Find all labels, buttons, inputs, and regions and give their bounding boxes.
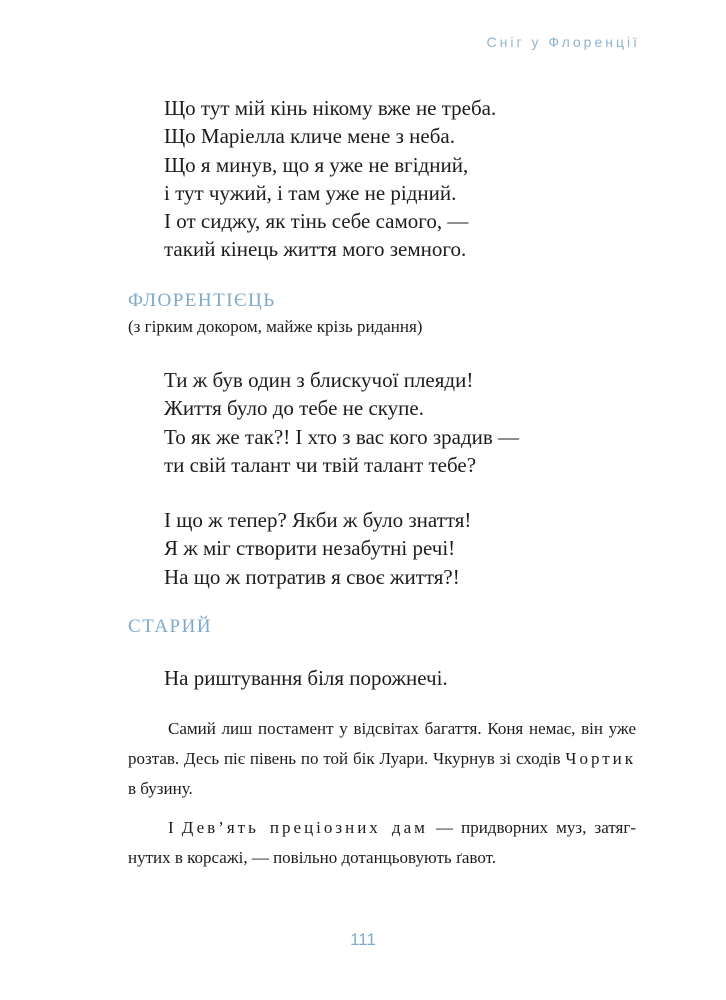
page-number: 111 [350,930,376,949]
verse-line: На риштування біля порожнечі. [164,666,448,690]
verse-line: І от сиджу, як тінь себе самого, — [164,209,469,234]
verse-line: Ти ж був один з блискучої плеяди! [164,368,474,392]
prose-text: — придворних муз, затягнутих в корсажі, — повільно дотанцьовують ґавот. [128,818,636,867]
speaker-name-florentine: ФЛОРЕНТІЄЦЬ [128,290,276,311]
stanza-4 [164,664,448,692]
verse-line: І що ж тепер? Якби ж було знаття! [164,508,472,532]
prose-block [128,714,636,873]
speaker-name-old-man: СТАРИЙ [128,616,213,637]
verse-line: На що ж потратив я своє життя?! [164,564,460,589]
stage-direction: (з гірким докором, майже крізь ридання) [128,317,423,336]
spaced-name: Дев’ять преціозних дам [181,818,428,837]
stanza-1 [164,94,496,264]
spaced-name: Чортик [565,749,637,768]
verse-line: Що я минув, що я уже не вгідний, [164,152,469,177]
verse-line: Що тут мій кінь нікому вже не треба. [164,96,497,120]
prose-text: в бузину. [128,779,193,798]
verse-line: Я ж міг створити незабутні речі! [164,536,456,561]
stanza-3 [164,506,471,591]
verse-line: ти свій талант чи твій талант тебе? [164,452,477,477]
verse-line: і тут чужий, і там уже не рідний. [164,180,457,205]
running-head: Сніг у Флоренції [486,34,640,50]
verse-line: То як же так?! І хто з вас кого зрадив — [164,424,520,449]
prose-paragraph-2 [128,813,636,873]
verse-line: такий кінець життя мого земного. [164,237,467,262]
prose-paragraph-1 [128,714,636,804]
prose-text: І [168,818,182,837]
stanza-2 [164,366,519,479]
verse-line: Що Маріелла кличе мене з неба. [164,124,455,149]
verse-line: Життя було до тебе не скупе. [164,396,424,421]
prose-text: Самий лиш постамент у відсвітах багаття. Коня немає, він уже розтав. Десь піє півень по той бік Луари. Чкурнув зі сходів [128,719,636,768]
